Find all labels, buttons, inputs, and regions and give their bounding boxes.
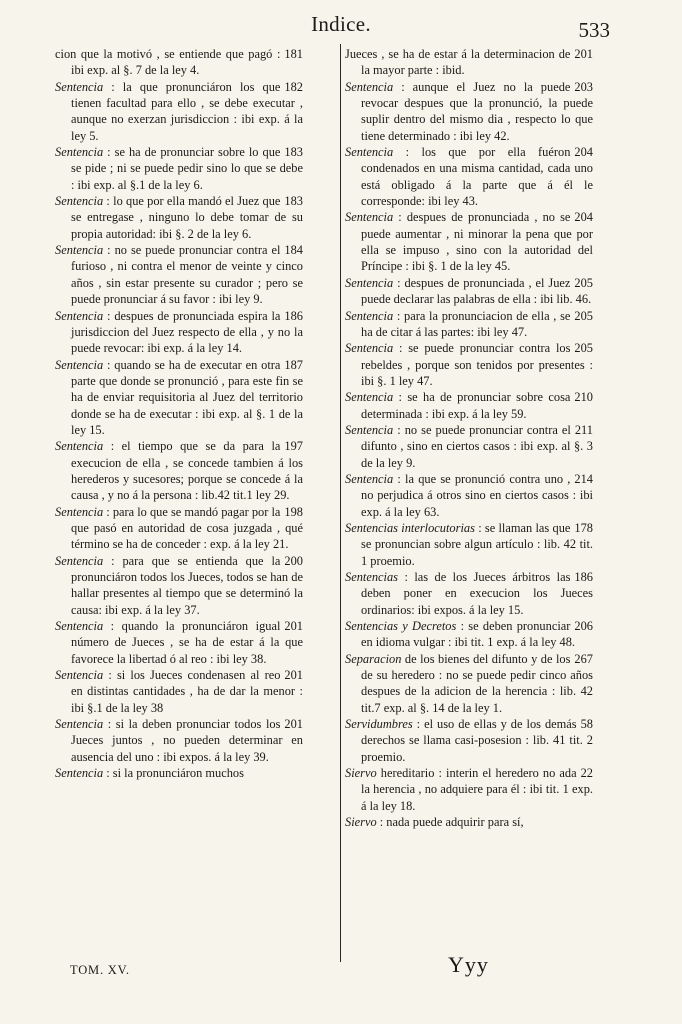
entry-page-ref: 204	[574, 145, 593, 160]
entry-page-ref: 22	[580, 766, 593, 781]
index-entry	[55, 144, 303, 193]
entry-headword: Sentencia	[55, 553, 104, 568]
entry-headword: Sentencia	[55, 145, 104, 160]
entry-text: : nada puede adquirir para sí,	[376, 815, 524, 830]
index-entry	[55, 79, 303, 144]
entry-text: : no se puede pronunciar contra el furioso , ni contra el menor de veinte y cinco años , sin estar presente su curador ; pero se puede pronunciar á su favor : ibi ley 9.	[71, 243, 303, 307]
index-entry	[55, 308, 303, 357]
entry-headword: Sentencia	[55, 243, 104, 258]
entry-text: : se puede pronunciar contra los rebeldes , porque son tenidos por presentes : ibi §. 1 ley 47.	[361, 341, 593, 388]
entry-text: : si los Jueces condenasen al reo en distintas cantidades , ha de dar la menor : ibi §.1 de la ley 38	[71, 668, 303, 715]
entry-page-ref: 186	[284, 308, 303, 323]
index-entry	[345, 422, 593, 471]
entry-headword: Sentencia	[55, 357, 104, 372]
entry-text: : los que por ella fuéron condenados en una misma cantidad, cada uno está obligado á la parte que á él le corresponde: ibi ley 43.	[361, 145, 593, 209]
entry-text: : despues de pronunciada espira la jurisdiccion del Juez respecto de ella , y no la puede revocar: ibi exp. á la ley 14.	[71, 308, 303, 356]
entry-text: : el tiempo que se da para la execucion de ella , se concede tambien á los herederos y sucesores; porque se concede á la causa , y no á la persona : lib.42 tit.1 ley 29.	[71, 439, 303, 503]
entry-page-ref: 58	[580, 717, 593, 732]
entry-headword: Sentencia	[55, 619, 104, 634]
entry-headword: Sentencia	[345, 308, 394, 323]
index-entry	[55, 667, 303, 716]
entry-headword: Sentencias interlocutorias	[345, 520, 475, 535]
entry-headword: Separacion	[345, 651, 402, 666]
index-entry	[345, 716, 593, 765]
entry-headword: Siervo	[345, 815, 377, 830]
entry-headword: Sentencia	[55, 717, 104, 732]
entry-text: : lo que por ella mandó el Juez que se entregase , ninguno lo debe tomar de su propia autoridad: ibi §. 2 de la ley 6.	[71, 194, 303, 241]
index-entry	[345, 275, 593, 308]
entry-page-ref: 197	[284, 439, 303, 454]
entry-headword: Sentencia	[345, 471, 394, 486]
entry-headword: Siervo	[345, 766, 377, 781]
index-entry	[55, 357, 303, 439]
index-column-right	[345, 46, 593, 831]
entry-headword: Sentencia	[55, 668, 104, 683]
entry-page-ref: 206	[574, 619, 593, 634]
entry-headword: Sentencia	[345, 145, 394, 160]
entry-page-ref: 205	[574, 308, 593, 323]
entry-headword: Servidumbres	[345, 717, 413, 732]
index-entry	[55, 504, 303, 553]
entry-page-ref: 184	[284, 243, 303, 258]
index-entry	[345, 46, 593, 79]
index-entry	[55, 438, 303, 503]
entry-text: : aunque el Juez no la puede revocar despues que la pronunció, la puede suplir dentro del mismo dia , respecto lo que tiene determinado : ibi ley 42.	[361, 79, 593, 143]
entry-page-ref: 201	[284, 717, 303, 732]
entry-headword: Sentencia	[55, 79, 104, 94]
entry-page-ref: 201	[574, 47, 593, 61]
entry-text: : despues de pronunciada , no se puede aumentar , ni minorar la pena que por ella se impuso , sino con la autoridad del Príncipe : ibi §. 1 de la ley 45.	[361, 210, 593, 274]
entry-page-ref: 210	[574, 390, 593, 405]
index-entry	[55, 618, 303, 667]
index-entry	[55, 46, 303, 79]
entry-text: : las de los Jueces árbitros las deben poner en execucion los Jueces ordinarios: ibi expos. á la ley 15.	[361, 570, 593, 617]
entry-page-ref: 205	[574, 275, 593, 290]
entry-page-ref: 201	[284, 619, 303, 634]
index-entry	[345, 308, 593, 341]
entry-page-ref: 183	[284, 194, 303, 209]
entry-headword: Sentencia	[55, 504, 104, 519]
index-entry	[345, 79, 593, 144]
entry-text: : se deben pronunciar en idioma vulgar : ibi tit. 1 exp. á la ley 48.	[361, 619, 576, 650]
index-entry	[345, 814, 593, 830]
page-number: 533	[578, 18, 610, 42]
entry-page-ref: 201	[284, 668, 303, 683]
entry-page-ref: 205	[574, 341, 593, 356]
entry-text: : quando la pronunciáron igual número de Jueces , se ha de estar á la que favorece la libertad ó al reo : ibi ley 38.	[71, 619, 303, 666]
index-entry	[345, 144, 593, 209]
index-entry	[345, 340, 593, 389]
index-column-left	[55, 46, 303, 781]
entry-headword: Sentencia	[55, 194, 104, 209]
entry-headword: Sentencia	[345, 341, 394, 356]
entry-text: hereditario : interin el heredero no ada la herencia , no adquiere para él : ibi tit. 1 exp. á la ley 18.	[361, 766, 593, 813]
entry-headword: Sentencias y Decretos	[345, 619, 457, 634]
index-entry	[345, 389, 593, 422]
entry-text: de los bienes del difunto y de los de su heredero : no se puede pedir cinco años despues de la adicion de la herencia : lib. 42 tit.7 exp. al §. 14 de la ley 1.	[361, 651, 593, 715]
page-title: Indice.	[311, 12, 371, 36]
index-entry	[345, 569, 593, 618]
entry-page-ref: 198	[284, 504, 303, 519]
entry-text: : el uso de ellas y de los demás derechos se llama casi-posesion : lib. 41 tit. 2 proemio.	[361, 717, 593, 764]
entry-page-ref: 214	[574, 471, 593, 486]
entry-text: : se ha de pronunciar sobre cosa determinada : ibi exp. á la ley 59.	[361, 390, 571, 421]
entry-page-ref: 187	[284, 357, 303, 372]
index-entry	[345, 618, 593, 651]
entry-text: : despues de pronunciada , el Juez puede declarar las palabras de ella : ibi lib. 46.	[361, 275, 592, 307]
entry-headword: Sentencia	[345, 422, 394, 437]
entry-headword: Sentencia	[55, 439, 104, 454]
index-entry	[345, 765, 593, 814]
index-entry	[55, 716, 303, 765]
index-entry	[345, 520, 593, 569]
entry-text: : para que se entienda que la pronunciáron todos los Jueces, todos se han de hallar presentes al tiempo que se determinó la causa: ibi exp. á la ley 37.	[71, 553, 303, 617]
entry-text: : quando se ha de executar en otra parte que donde se pronunció , para este fin se ha de enviar requisitoria al Juez del territorio donde se ha de executar : ibi exp. al §. 1 de la ley 15.	[71, 357, 303, 437]
entry-page-ref: 182	[284, 79, 303, 94]
index-entry	[55, 553, 303, 618]
entry-text: : si la deben pronunciar todos los Jueces juntos , no pueden determinar en ausencia del uno : ibi expos. á la ley 39.	[71, 717, 303, 764]
entry-text: : para lo que se mandó pagar por la que pasó en autoridad de cosa juzgada , qué término se ha de conceder : exp. á la ley 21.	[71, 504, 303, 552]
entry-text: : si la pronunciáron muchos	[103, 766, 244, 781]
entry-page-ref: 186	[574, 570, 593, 584]
entry-text: : la que pronunciáron los que tienen facultad para ello , se debe executar , aunque no exerzan jurisdiccion : ibi exp. á la ley 5.	[71, 79, 303, 143]
entry-headword: Sentencia	[345, 275, 394, 290]
entry-text: : la que se pronunció contra uno , no perjudica á otros sino en ciertos casos : ibi exp. á la ley 63.	[361, 471, 593, 519]
entry-page-ref: 183	[284, 145, 303, 160]
entry-text: : se ha de pronunciar sobre lo que se pide ; ni se puede pedir sino lo que se debe : ibi exp. al §.1 de la ley 6.	[71, 145, 303, 192]
column-divider	[340, 44, 341, 962]
entry-text: : se llaman las que se pronuncian sobre algun artículo : lib. 42 tit. 1 proemio.	[361, 520, 593, 568]
index-entry	[345, 471, 593, 520]
entry-page-ref: 204	[574, 210, 593, 225]
entry-headword: Sentencia	[55, 766, 104, 781]
entry-headword: Sentencias	[345, 570, 398, 584]
entry-headword: Sentencia	[345, 79, 394, 94]
entry-page-ref: 178	[574, 520, 593, 535]
entry-text: : no se puede pronunciar contra el difunto , sino en ciertos casos : ibi exp. al §. 3 de la ley 9.	[361, 422, 593, 470]
entry-text: : para la pronunciacion de ella , se ha de citar á las partes: ibi ley 47.	[361, 308, 571, 339]
index-entry	[345, 651, 593, 716]
entry-page-ref: 200	[284, 553, 303, 568]
entry-headword: Sentencia	[55, 308, 104, 323]
entry-page-ref: 181	[284, 47, 303, 61]
entry-text: cion que la motivó , se entiende que pagó : ibi exp. al §. 7 de la ley 4.	[55, 47, 281, 78]
signature-mark: Yyy	[448, 952, 489, 977]
volume-label: TOM. XV.	[70, 963, 130, 977]
entry-page-ref: 267	[574, 651, 593, 666]
index-entry	[55, 242, 303, 307]
entry-page-ref: 203	[574, 79, 593, 94]
entry-headword: Sentencia	[345, 390, 394, 405]
index-entry	[55, 765, 303, 781]
entry-text: Jueces , se ha de estar á la determinacion de la mayor parte : ibid.	[345, 47, 571, 78]
index-entry	[345, 209, 593, 274]
index-entry	[55, 193, 303, 242]
entry-headword: Sentencia	[345, 210, 394, 225]
entry-page-ref: 211	[574, 422, 593, 437]
